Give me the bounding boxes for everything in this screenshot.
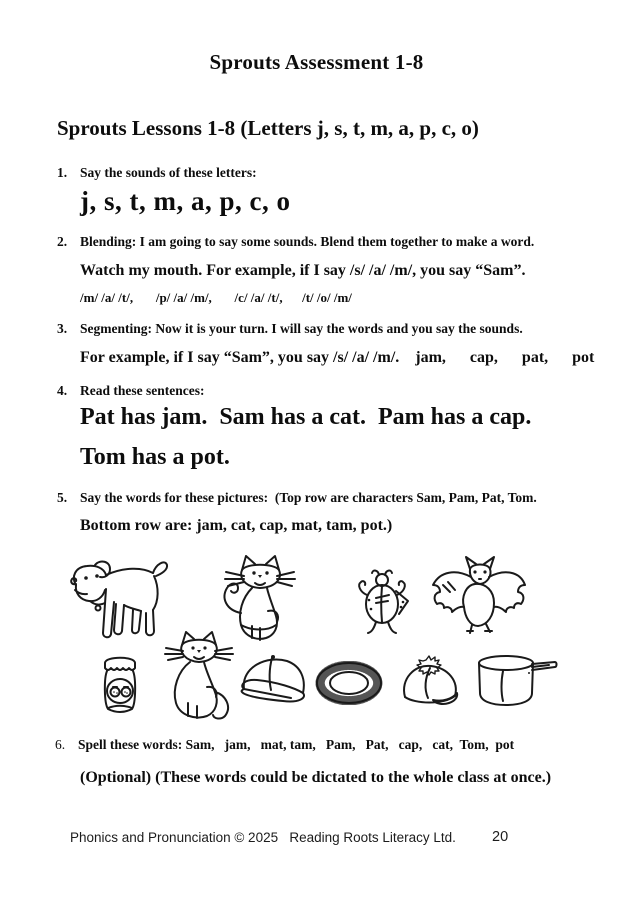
item-4-label: Read these sentences: xyxy=(80,383,205,398)
item-4-number: 4. xyxy=(57,383,68,398)
ladybug-illustration xyxy=(352,565,412,635)
item-1-number: 1. xyxy=(57,165,68,180)
pot-illustration xyxy=(475,651,559,709)
item-5 xyxy=(57,490,617,506)
item-1-label: Say the sounds of these letters: xyxy=(80,165,257,180)
item-2-number: 2. xyxy=(57,234,68,249)
item-2-line2: Watch my mouth. For example, if I say /s/ /a/ /m/, you say “Sam”. xyxy=(80,262,526,279)
page-title: Sprouts Assessment 1-8 xyxy=(209,50,424,74)
section-heading: Sprouts Lessons 1-8 (Letters j, s, t, m, a, p, c, o) xyxy=(57,116,479,140)
cap-illustration xyxy=(231,649,311,713)
mat-illustration xyxy=(314,661,384,705)
item-1-letters: j, s, t, m, a, p, c, o xyxy=(80,186,291,216)
item-6-number: 6. xyxy=(55,737,66,752)
item-2-sound-sets: /m/ /a/ /t/, /p/ /a/ /m/, /c/ /a/ /t/, /t/ /o/ /m/ xyxy=(80,290,352,305)
jam-jar-illustration xyxy=(96,651,144,715)
item-5-number: 5. xyxy=(57,490,68,505)
item-4-sentence-1: Pat has jam. Sam has a cat. Pam has a cap. xyxy=(80,404,532,430)
cat-illustration xyxy=(156,629,234,721)
item-2 xyxy=(57,234,617,250)
item-6 xyxy=(55,737,615,753)
item-5-line2: Bottom row are: jam, cat, cap, mat, tam, pot.) xyxy=(80,517,393,534)
item-3-number: 3. xyxy=(57,321,68,336)
item-6-line2: (Optional) (These words could be dictated to the whole class at once.) xyxy=(80,769,552,786)
item-4-sentence-2: Tom has a pot. xyxy=(80,444,230,470)
item-3 xyxy=(57,321,617,337)
footer-copyright: Phonics and Pronunciation © 2025 Reading Roots Literacy Ltd. xyxy=(70,830,456,845)
item-1 xyxy=(57,165,617,181)
picture-grid xyxy=(0,545,633,725)
item-5-line1: Say the words for these pictures: (Top row are characters Sam, Pam, Pat, Tom. xyxy=(80,490,537,505)
item-4 xyxy=(57,383,617,399)
item-6-line1: Spell these words: Sam, jam, mat, tam, Pam, Pat, cap, cat, Tom, pot xyxy=(78,737,515,752)
tam-illustration xyxy=(395,651,465,713)
item-2-line1: Blending: I am going to say some sounds. Blend them together to make a word. xyxy=(80,234,535,249)
bat-illustration xyxy=(428,555,528,643)
footer-page-number: 20 xyxy=(492,829,509,845)
item-3-line2: For example, if I say “Sam”, you say /s/ /a/ /m/. jam, cap, pat, pot xyxy=(80,349,595,366)
item-3-line1: Segmenting: Now it is your turn. I will say the words and you say the sounds. xyxy=(80,321,523,336)
